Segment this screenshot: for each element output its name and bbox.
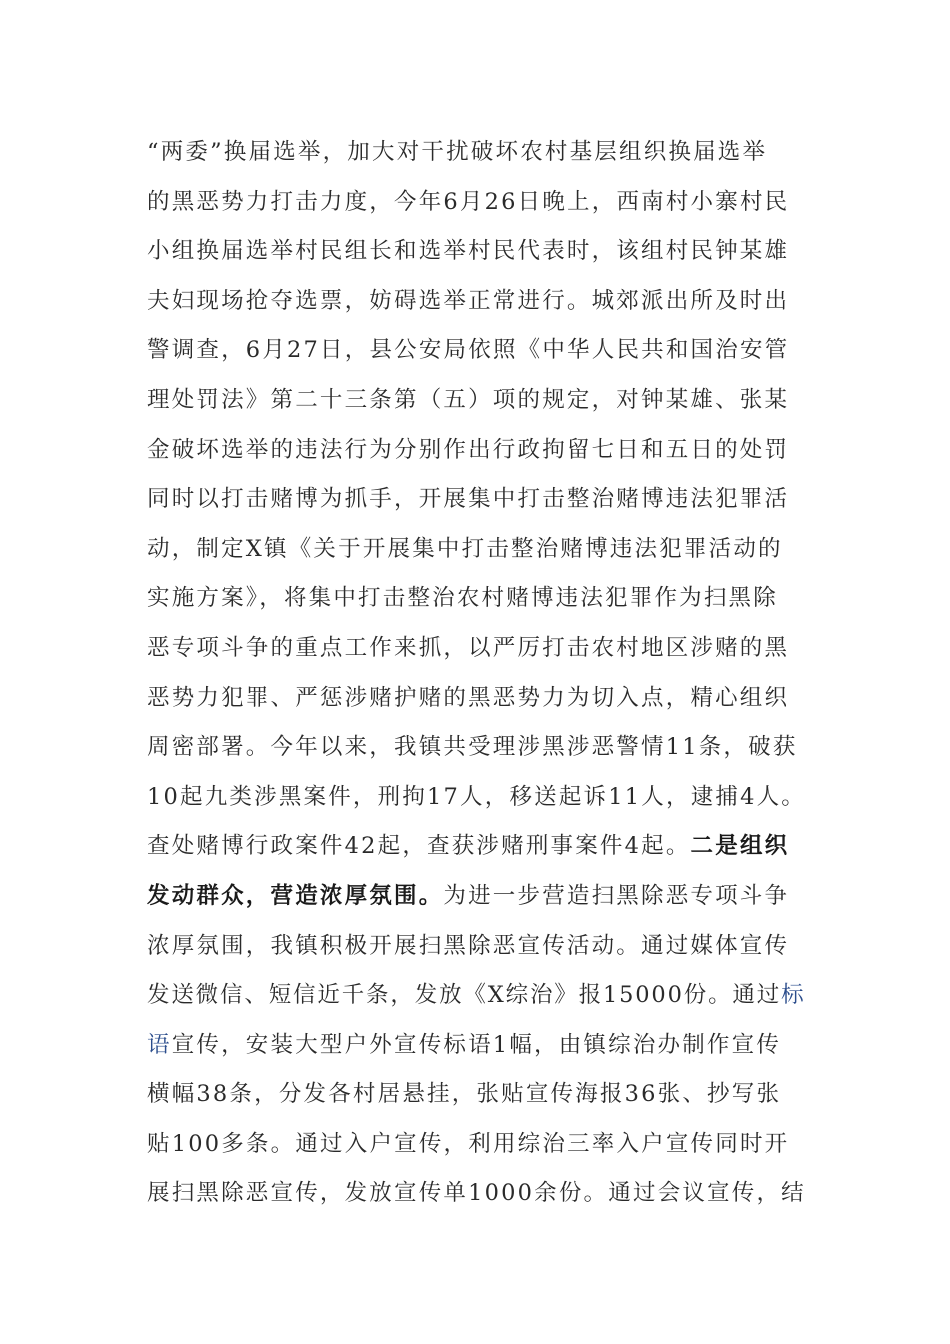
text-segment: 理处罚法》第二十三条第（五）项的规定，对钟某雄、张某 [147,386,790,413]
text-line [147,475,807,525]
hyperlink-text[interactable]: 语 [147,1031,172,1058]
text-segment: 宣传，安装大型户外宣传标语1幅，由镇综治办制作宣传 [171,1031,782,1058]
text-line [147,178,807,228]
text-segment: 发送微信、短信近千条，发放《X综治》报15000份。通过 [147,982,782,1009]
text-line [147,574,807,624]
text-line [147,723,807,773]
text-segment: 动，制定X镇《关于开展集中打击整治赌博违法犯罪活动的 [147,535,783,562]
hyperlink-text[interactable]: 标 [781,982,806,1009]
text-line [147,1120,807,1170]
text-segment: 浓厚氛围，我镇积极开展扫黑除恶宣传活动。通过媒体宣传 [147,932,790,959]
text-line [147,822,807,872]
text-line [147,922,807,972]
bold-heading-text: 发动群众，营造浓厚氛围。 [147,882,444,909]
text-line [147,227,807,277]
text-line [147,376,807,426]
text-segment: 恶专项斗争的重点工作来抓，以严厉打击农村地区涉赌的黑 [147,634,790,661]
text-segment: 夫妇现场抢夺选票，妨碍选举正常进行。城郊派出所及时出 [147,287,790,314]
text-segment: 警调查，6月27日，县公安局依照《中华人民共和国治安管 [147,337,790,364]
text-segment: 的黑恶势力打击力度，今年6月26日晚上，西南村小寨村民 [147,188,790,215]
text-line [147,426,807,476]
text-line [147,1070,807,1120]
text-line [147,277,807,327]
text-line [147,674,807,724]
text-line [147,525,807,575]
text-line [147,971,807,1021]
text-segment: 同时以打击赌博为抓手，开展集中打击整治赌博违法犯罪活 [147,486,790,513]
text-segment: 展扫黑除恶宣传，发放宣传单1000余份。通过会议宣传，结 [147,1180,806,1207]
text-line [147,128,807,178]
text-segment: 周密部署。今年以来，我镇共受理涉黑涉恶警情11条，破获 [147,734,798,761]
text-segment: 实施方案》，将集中打击整治农村赌博违法犯罪作为扫黑除 [147,585,778,612]
text-line [147,326,807,376]
text-segment: 查处赌博行政案件42起，查获涉赌刑事案件4起。 [147,833,691,860]
text-line [147,872,807,922]
text-line [147,773,807,823]
text-segment: “两委”换届选举，加大对干扰破坏农村基层组织换届选举 [147,139,768,165]
text-segment: 贴100多条。通过入户宣传，利用综治三率入户宣传同时开 [147,1130,790,1157]
text-segment: 小组换届选举村民组长和选举村民代表时，该组村民钟某雄 [147,238,790,265]
text-line [147,1021,807,1071]
text-segment: 横幅38条，分发各村居悬挂，张贴宣传海报36张、抄写张 [147,1081,782,1108]
bold-heading-text: 二是组织 [690,833,790,860]
text-segment: 恶势力犯罪、严惩涉赌护赌的黑恶势力为切入点，精心组织 [147,684,790,711]
text-segment: 为进一步营造扫黑除恶专项斗争 [443,882,790,909]
body-text [147,128,807,1219]
text-segment: 10起九类涉黑案件，刑拘17人，移送起诉11人，逮捕4人。 [147,783,807,810]
text-line [147,1169,807,1219]
text-line [147,624,807,674]
text-segment: 金破坏选举的违法行为分别作出行政拘留七日和五日的处罚 [147,436,790,463]
